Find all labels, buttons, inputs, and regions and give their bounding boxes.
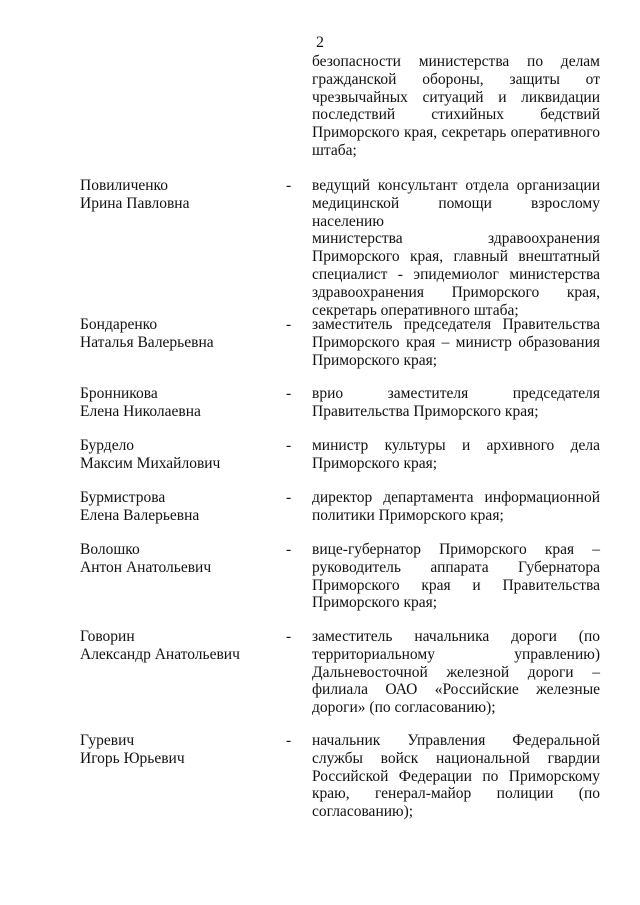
desc-line: Приморского края – министр образования [312, 333, 600, 351]
desc-line: краю, генерал-майор полиции (по [312, 785, 600, 803]
member-name [80, 437, 280, 473]
desc-line: филиала ОАО «Российские железные [312, 681, 600, 699]
desc-line: Приморского края; [312, 454, 438, 472]
dash-separator: - [286, 385, 292, 402]
desc-line: заместитель начальника дороги (по [312, 628, 600, 645]
desc-line: ведущий консультант отдела организации [312, 177, 600, 194]
desc-line: министерства здравоохранения [312, 230, 600, 248]
member-position [312, 385, 600, 421]
member-given-name: Александр Анатольевич [80, 645, 240, 663]
desc-line: секретарь оперативного штаба; [312, 301, 519, 319]
dash-separator: - [286, 541, 292, 558]
dash-separator: - [286, 732, 292, 749]
member-position [312, 628, 600, 717]
member-surname: Гуревич [80, 732, 135, 749]
dash-separator: - [286, 177, 292, 194]
page-number: 2 [316, 34, 324, 51]
member-given-name: Елена Валерьевна [80, 506, 200, 524]
member-surname: Повиличенко [80, 177, 169, 194]
desc-line: гражданской обороны, защиты от [312, 70, 600, 88]
member-given-name: Елена Николаевна [80, 402, 201, 420]
dash-separator: - [286, 316, 292, 333]
member-given-name: Антон Анатольевич [80, 558, 212, 576]
member-surname: Бурдело [80, 437, 135, 454]
desc-line: директор департамента информационной [312, 489, 600, 506]
desc-line: Дальневосточной железной дороги – [312, 663, 600, 681]
member-surname: Бронникова [80, 385, 158, 402]
desc-line: Правительства Приморского края; [312, 402, 539, 420]
dash-separator: - [286, 628, 292, 645]
desc-line: министр культуры и архивного дела [312, 437, 600, 454]
member-given-name: Игорь Юрьевич [80, 749, 185, 767]
member-name [80, 541, 280, 577]
desc-line: медицинской помощи взрослому населению [312, 194, 600, 230]
desc-line: Приморского края, секретарь оперативного [312, 124, 600, 142]
member-name [80, 177, 280, 213]
desc-line: безопасности министерства по делам [312, 53, 600, 70]
member-position [312, 177, 600, 319]
desc-line: согласованию); [312, 803, 414, 821]
member-given-name: Наталья Валерьевна [80, 333, 214, 351]
member-surname: Говорин [80, 628, 135, 645]
member-position [312, 541, 600, 612]
desc-line: дороги» (по согласованию); [312, 699, 496, 717]
member-position [312, 732, 600, 821]
desc-line: последствий стихийных бедствий [312, 106, 600, 124]
member-name [80, 732, 280, 768]
member-given-name: Максим Михайлович [80, 454, 221, 472]
desc-line: Приморского края, главный внештатный [312, 248, 600, 266]
member-name [80, 489, 280, 525]
desc-line: врио заместителя председателя [312, 385, 600, 402]
desc-line: начальник Управления Федеральной [312, 732, 600, 749]
desc-line: политики Приморского края; [312, 506, 504, 524]
member-name [80, 316, 280, 352]
desc-line: службы войск национальной гвардии [312, 749, 600, 767]
desc-line: Приморского края; [312, 351, 438, 369]
dash-separator: - [286, 437, 292, 454]
member-position [312, 489, 600, 525]
member-name [80, 385, 280, 421]
desc-line: здравоохранения Приморского края, [312, 283, 600, 301]
member-name [80, 628, 280, 664]
desc-line: специалист - эпидемиолог министерства [312, 265, 600, 283]
desc-line: заместитель председателя Правительства [312, 316, 600, 333]
member-surname: Бондаренко [80, 316, 158, 333]
desc-line: штаба; [312, 141, 357, 159]
desc-line: руководитель аппарата Губернатора [312, 558, 600, 576]
member-position [312, 316, 600, 369]
member-position [312, 437, 600, 473]
desc-line: Российской Федерации по Приморскому [312, 767, 600, 785]
desc-line: территориальному управлению) [312, 645, 600, 663]
desc-line: вице-губернатор Приморского края – [312, 541, 600, 558]
member-surname: Волошко [80, 541, 140, 558]
dash-separator: - [286, 489, 292, 506]
desc-line: Приморского края и Правительства [312, 576, 600, 594]
member-surname: Бурмистрова [80, 489, 166, 506]
desc-line: чрезвычайных ситуаций и ликвидации [312, 88, 600, 106]
member-given-name: Ирина Павловна [80, 194, 190, 212]
intro-description [312, 53, 600, 160]
desc-line: Приморского края; [312, 594, 438, 612]
